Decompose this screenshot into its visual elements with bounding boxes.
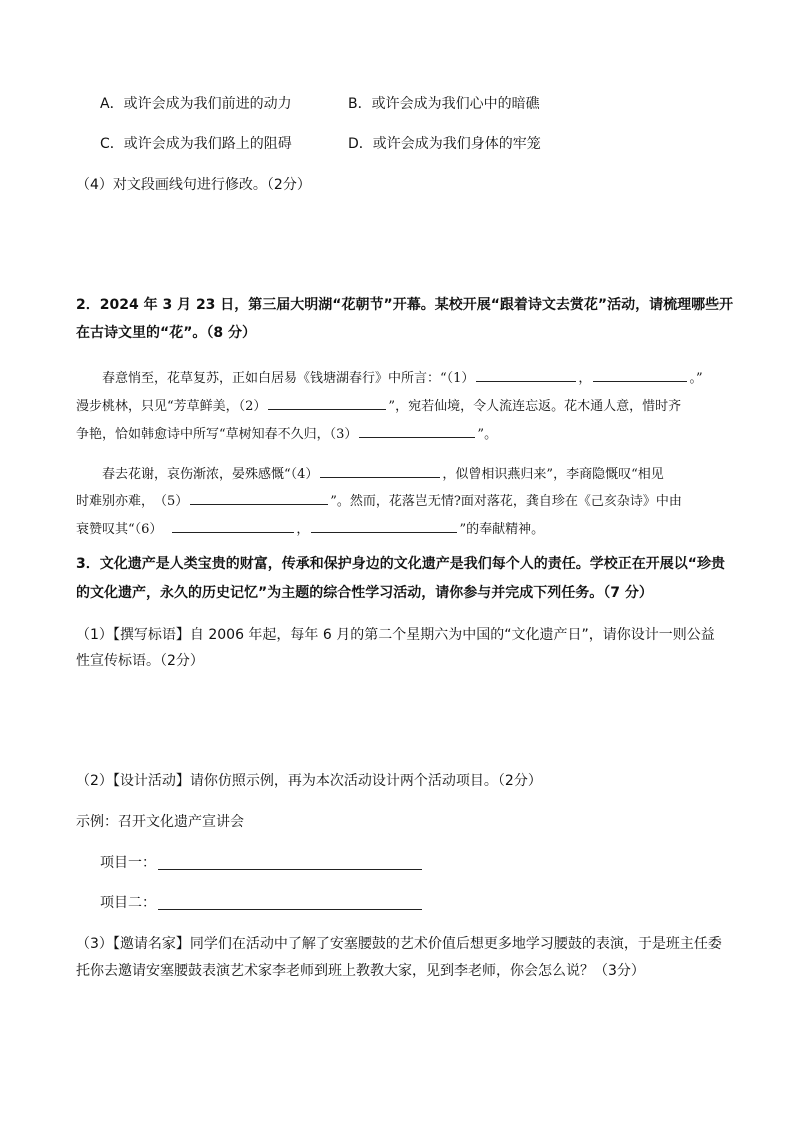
q2-title-line1: 2．2024 年 3 月 23 日，第三届大明湖“花朝节”开幕。某校开展“跟着诗文去赏花”活动，请梳理哪些开 (76, 297, 734, 313)
q1-part4-prompt: （4）对文段画线句进行修改。（2分） (76, 177, 311, 193)
q2-para2-line1: 春去花谢，哀伤渐浓，晏殊感慨“（4） ，似曾相识燕归来”，李商隐慨叹“相见 (102, 463, 664, 481)
q2-para1-line3: 争艳，恰如韩愈诗中所写“草树知春不久归，（3） ”。 (76, 423, 497, 441)
option-c: C．或许会成为我们路上的阻碍 (100, 136, 292, 152)
q2-para1-line2: 漫步桃林，只见“芳草鲜美，（2） ”，宛若仙境，令人流连忘返。花木通人意，惜时齐 (76, 395, 681, 413)
q2-para1-line1: 春意悄至，花草复苏，正如白居易《钱塘湖春行》中所言：“（1） ， 。” (102, 367, 703, 385)
q3-title-line2: 的文化遗产，永久的历史记忆”为主题的综合性学习活动，请你参与并完成下列任务。（7 分） (76, 585, 653, 601)
q3-example: 示例：召开文化遗产宣讲会 (76, 814, 244, 830)
q3-part1-line1: （1）【撰写标语】自 2006 年起，每年 6 月的第二个星期六为中国的“文化遗产日”，请你设计一则公益 (76, 627, 715, 643)
option-d: D．或许会成为我们身体的牢笼 (348, 136, 541, 152)
blank-5[interactable] (190, 490, 328, 505)
q3-part2-prompt: （2）【设计活动】请你仿照示例，再为本次活动设计两个活动项目。（2分） (76, 773, 542, 789)
blank-4[interactable] (320, 463, 440, 478)
option-a: A．或许会成为我们前进的动力 (100, 96, 292, 112)
q3-part1-line2: 性宣传标语。（2分） (76, 653, 204, 669)
blank-3[interactable] (359, 423, 475, 438)
q2-title-line2: 在古诗文里的“花”。（8 分） (76, 325, 257, 341)
blank-6a[interactable] (172, 518, 294, 533)
q3-part3-line1: （3）【邀请名家】同学们在活动中了解了安塞腰鼓的艺术价值后想更多地学习腰鼓的表演，于是班主任委 (76, 936, 722, 952)
q3-part3-line2: 托你去邀请安塞腰鼓表演艺术家李老师到班上教教大家，见到李老师，你会怎么说？（3分） (76, 963, 645, 979)
option-b: B．或许会成为我们心中的暗礁 (348, 96, 540, 112)
blank-6b[interactable] (311, 518, 457, 533)
project-1-answer-line[interactable] (158, 869, 422, 870)
project-2-answer-line[interactable] (158, 909, 422, 910)
project-2-label: 项目二： (100, 895, 156, 911)
blank-2[interactable] (268, 395, 386, 410)
blank-1b[interactable] (593, 367, 687, 382)
q2-para2-line3: 衰赞叹其“（6） ， ”的奉献精神。 (76, 518, 544, 536)
project-1-label: 项目一： (100, 855, 156, 871)
q2-para2-line2: 时难别亦难， （5） ”。然而，花落岂无情?面对落花，龚自珍在《己亥杂诗》中由 (76, 490, 682, 508)
blank-1a[interactable] (476, 367, 576, 382)
q3-title-line1: 3．文化遗产是人类宝贵的财富，传承和保护身边的文化遗产是我们每个人的责任。学校正在开展以“珍贵 (76, 556, 725, 572)
